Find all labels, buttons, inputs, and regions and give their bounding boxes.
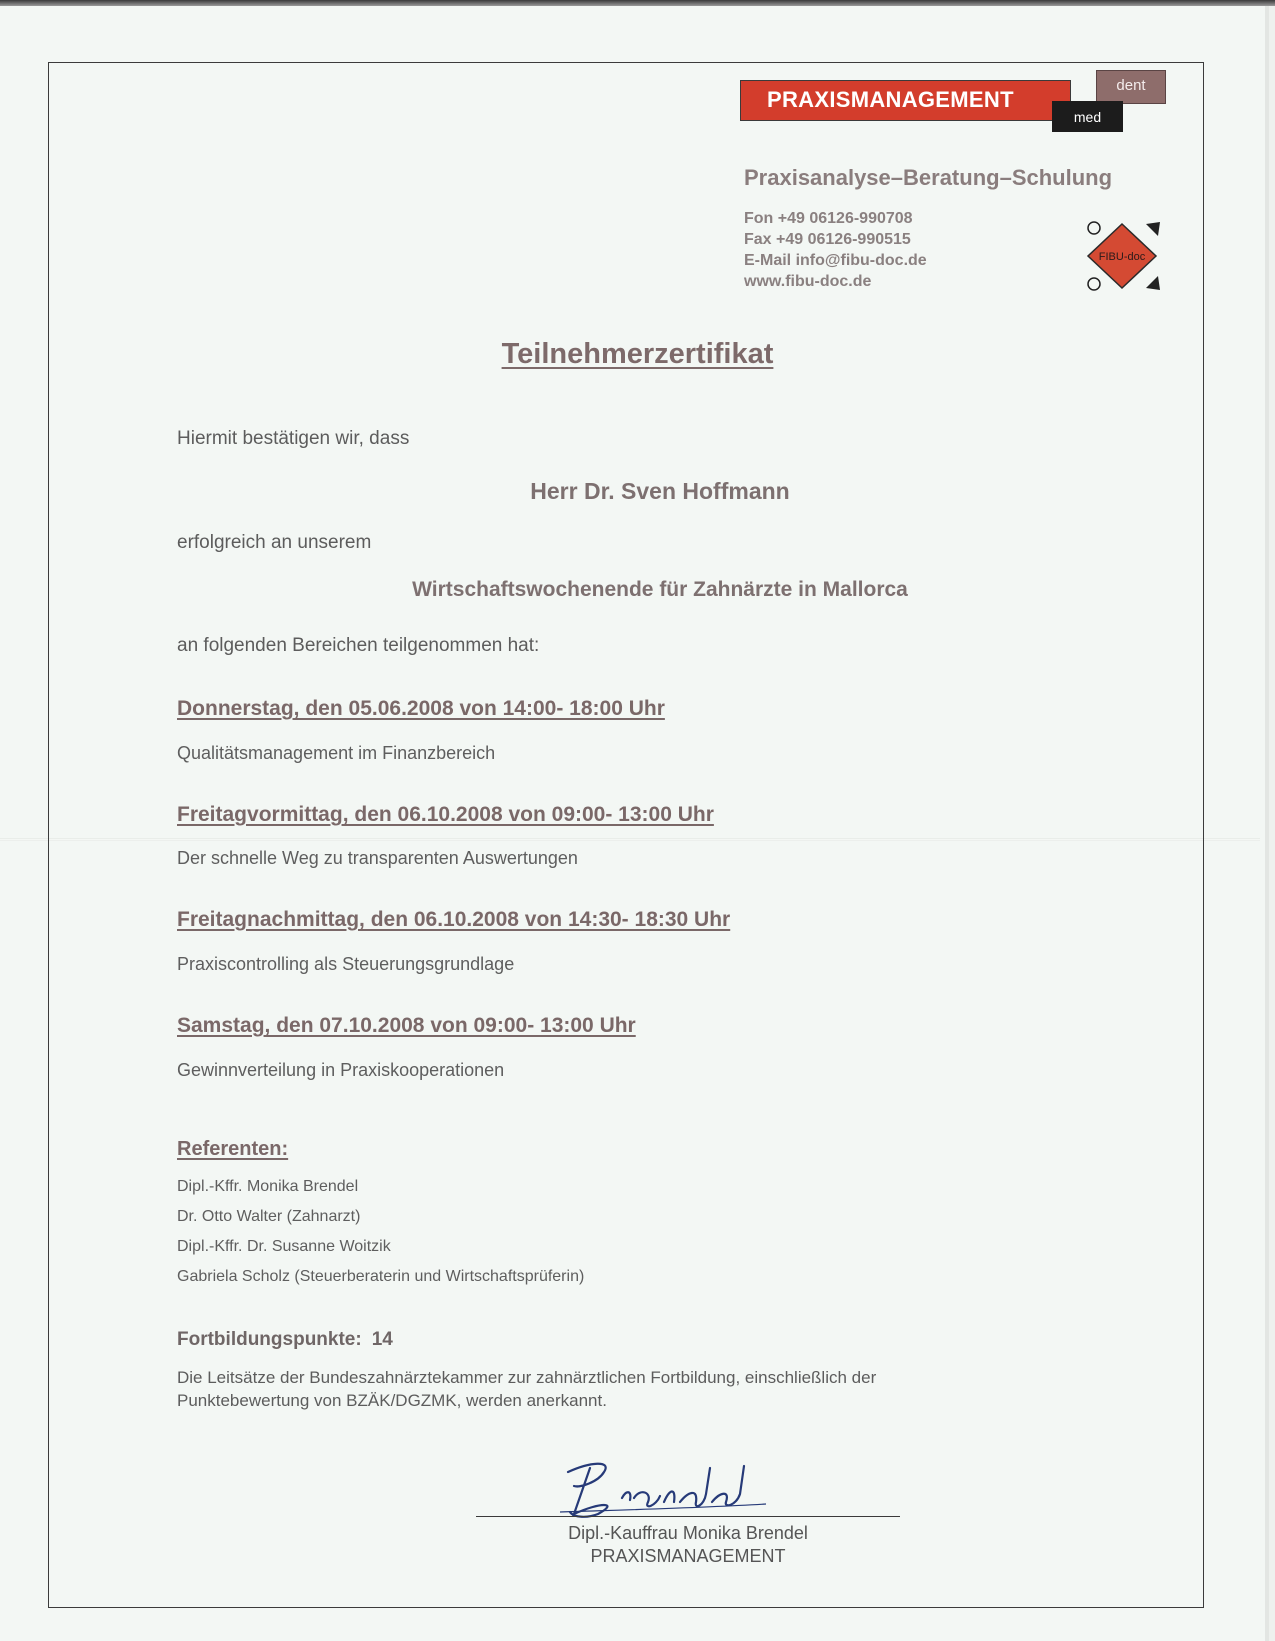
- session-topic: Qualitätsmanagement im Finanzbereich: [177, 743, 496, 763]
- phone-number: Fon +49 06126-990708: [744, 210, 913, 227]
- areas-text: an folgenden Bereichen teilgenommen hat:: [177, 635, 540, 656]
- handwritten-signature: [560, 1458, 770, 1520]
- recognition-note-line: Die Leitsätze der Bundeszahnärztekammer zur zahnärztlichen Fortbildung, einschließlich der: [177, 1368, 877, 1387]
- session-topic: Gewinnverteilung in Praxiskooperationen: [177, 1060, 505, 1080]
- fax-number: Fax +49 06126-990515: [744, 231, 911, 248]
- recognition-note-line: Punktebewertung von BZÄK/DGZMK, werden anerkannt.: [177, 1391, 607, 1410]
- speaker-item: Dr. Otto Walter (Zahnarzt): [177, 1208, 361, 1225]
- speaker-item: Gabriela Scholz (Steuerberaterin und Wirtschaftsprüferin): [177, 1268, 585, 1285]
- email-address: E-Mail info@fibu-doc.de: [744, 252, 927, 269]
- participation-text: erfolgreich an unserem: [177, 532, 372, 553]
- speaker-item: Dipl.-Kffr. Dr. Susanne Woitzik: [177, 1238, 391, 1255]
- session-topic: Praxiscontrolling als Steuerungsgrundlage: [177, 954, 515, 974]
- fibu-doc-logo-text: FIBU-doc: [1098, 251, 1146, 263]
- certificate-title: Teilnehmerzertifikat: [501, 338, 774, 370]
- session-heading: Donnerstag, den 05.06.2008 von 14:00- 18:00 Uhr: [177, 697, 665, 720]
- company-tagline: Praxisanalyse–Beratung–Schulung: [744, 165, 1113, 190]
- logo-dent-block: dent: [1096, 70, 1166, 104]
- session-topic: Der schnelle Weg zu transparenten Auswertungen: [177, 848, 578, 868]
- session-heading: Freitagvormittag, den 06.10.2008 von 09:00- 13:00 Uhr: [177, 803, 714, 826]
- training-points-value: 14: [371, 1329, 393, 1350]
- fibu-doc-logo-icon: [1084, 220, 1166, 292]
- logo-praxismanagement: PRAXISMANAGEMENT: [740, 80, 1071, 121]
- intro-text: Hiermit bestätigen wir, dass: [177, 428, 410, 449]
- recipient-name: Herr Dr. Sven Hoffmann: [530, 478, 790, 504]
- session-heading: Samstag, den 07.10.2008 von 09:00- 13:00 Uhr: [177, 1014, 636, 1037]
- website-address: www.fibu-doc.de: [744, 273, 872, 290]
- signatory-name: Dipl.-Kauffrau Monika Brendel: [568, 1523, 808, 1543]
- logo-med-block: med: [1052, 101, 1123, 132]
- signature-line: [476, 1516, 900, 1517]
- training-points: [177, 1329, 393, 1351]
- speaker-item: Dipl.-Kffr. Monika Brendel: [177, 1178, 359, 1195]
- event-name: Wirtschaftswochenende für Zahnärzte in Mallorca: [412, 578, 908, 601]
- training-points-label: Fortbildungspunkte:: [177, 1329, 362, 1350]
- speakers-heading: Referenten:: [177, 1138, 289, 1160]
- signatory-organization: PRAXISMANAGEMENT: [590, 1546, 786, 1566]
- session-heading: Freitagnachmittag, den 06.10.2008 von 14:30- 18:30 Uhr: [177, 908, 731, 931]
